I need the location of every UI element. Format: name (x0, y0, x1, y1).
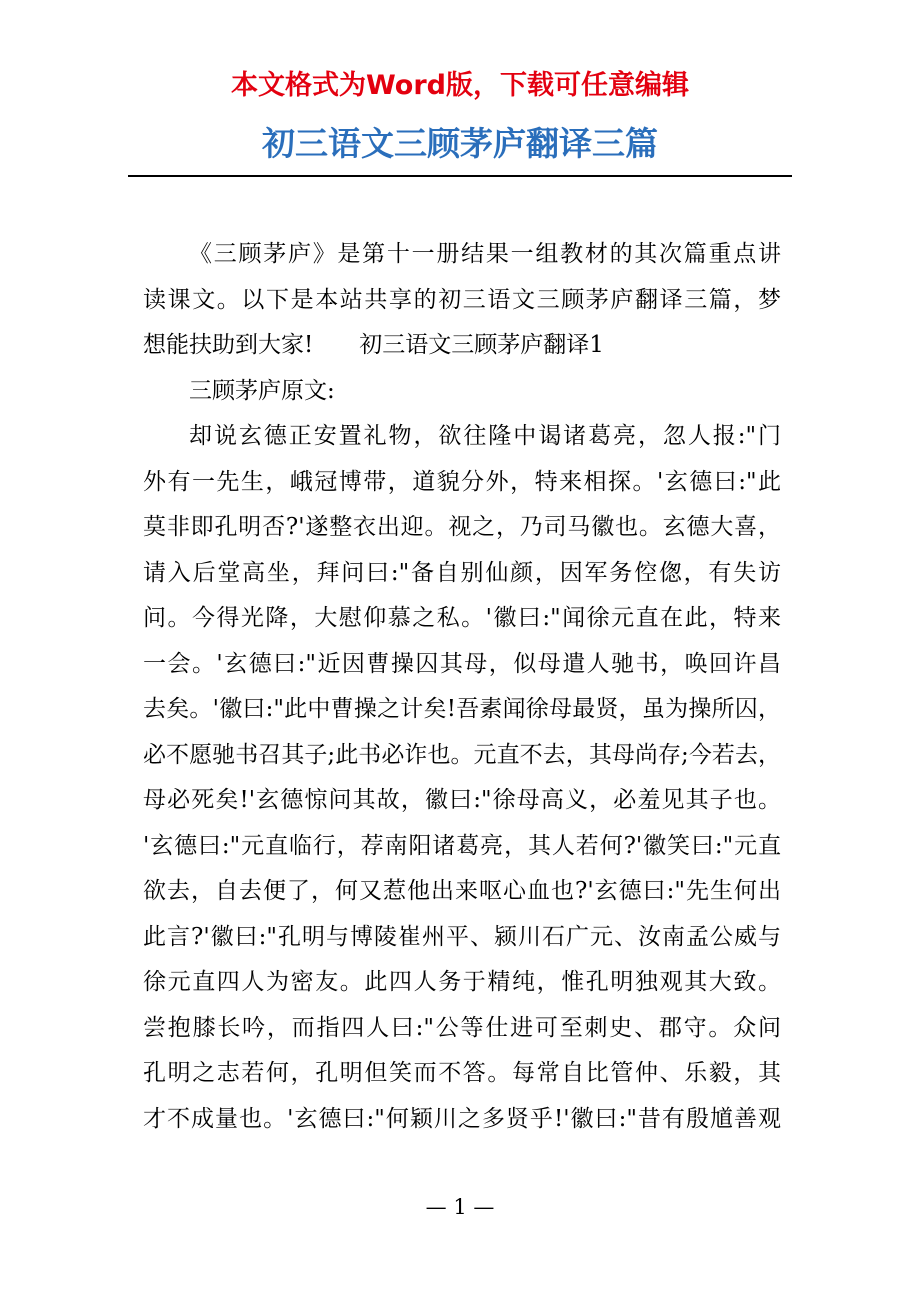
body-line: 去矣。'徽曰:"此中曹操之计矣!吾素闻徐母最贤，虽为操所囚， (143, 696, 781, 722)
body-line: 三顾茅庐原文: (189, 377, 335, 404)
body-line: 一会。'玄德曰:"近因曹操囚其母，似母遣人驰书，唤回许昌 (143, 650, 781, 677)
body-line: 却说玄德正安置礼物，欲往隆中谒诸葛亮，忽人报:"门 (189, 423, 781, 449)
body-line: 欲去，自去便了，何又惹他出来呕心血也?'玄德曰:"先生何出 (143, 878, 781, 904)
body-line: 想能扶助到大家! 初三语文三顾茅庐翻译1 (143, 332, 604, 358)
body-line: 尝抱膝长吟，而指四人曰:"公等仕进可至刺史、郡守。众问 (143, 1014, 781, 1041)
body-line: 母必死矣!'玄德惊问其故，徽曰:"徐母高义，必羞见其子也。 (143, 787, 781, 813)
document-body (143, 232, 781, 1142)
body-line: 此言?'徽曰:"孔明与博陵崔州平、颍川石广元、汝南孟公威与 (143, 923, 781, 950)
body-line: 《三顾茅庐》是第十一册结果一组教材的其次篇重点讲 (189, 241, 781, 267)
body-line: 请入后堂高坐，拜问曰:"备自别仙颜，因军务倥偬，有失访 (143, 559, 781, 586)
body-line: '玄德曰:"元直临行，荐南阳诸葛亮，其人若何?'徽笑曰:"元直 (143, 832, 781, 859)
document-title: 初三语文三顾茅庐翻译三篇 (262, 124, 658, 163)
body-line: 莫非即孔明否?'遂整衣出迎。视之，乃司马徽也。玄德大喜， (143, 514, 781, 540)
body-line: 徐元直四人为密友。此四人务于精纯，惟孔明独观其大致。 (143, 969, 781, 995)
body-line: 问。今得光降，大慰仰慕之私。'徽曰:"闻徐元直在此，特来 (143, 605, 781, 631)
body-line: 孔明之志若何，孔明但笑而不答。每常自比管仲、乐毅，其 (143, 1060, 781, 1086)
body-line: 外有一先生，峨冠博带，道貌分外，特来相探。'玄德曰:"此 (143, 468, 781, 495)
format-notice-banner: 本文格式为Word版，下载可任意编辑 (230, 70, 689, 101)
body-line: 才不成量也。'玄德曰:"何颖川之多贤乎!'徽曰:"昔有殷馗善观 (143, 1105, 781, 1132)
page-number: — 1 — (425, 1195, 495, 1219)
body-line: 读课文。以下是本站共享的初三语文三顾茅庐翻译三篇，梦 (143, 286, 781, 313)
title-divider (128, 175, 792, 177)
body-line: 必不愿驰书召其子;此书必诈也。元直不去，其母尚存;今若去， (143, 741, 781, 768)
